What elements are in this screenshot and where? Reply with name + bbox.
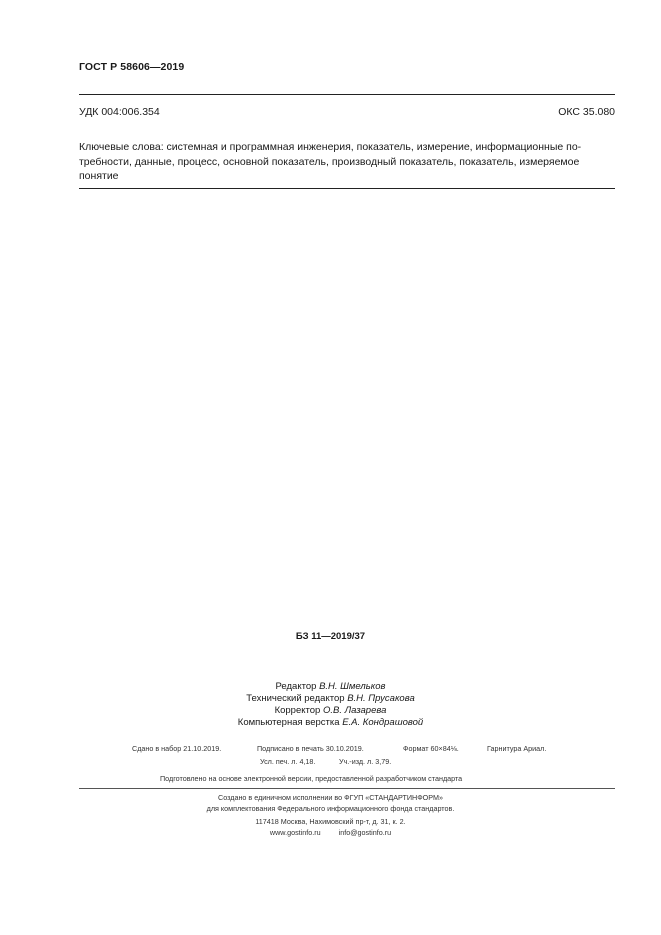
created-line: Создано в единичном исполнении во ФГУП «СТАНДАРТИНФОРМ» (218, 793, 443, 802)
tech-editor-line (0, 693, 661, 704)
keywords-line: понятие (79, 170, 119, 182)
tech-editor-name: В.Н. Прусакова (347, 693, 415, 704)
bz-number: БЗ 11—2019/37 (295, 631, 366, 642)
corrector-role: Корректор (274, 705, 321, 716)
email-link[interactable]: info@gostinfo.ru (338, 828, 392, 837)
keywords-paragraph (79, 140, 617, 184)
website-link[interactable]: www.gostinfo.ru (269, 828, 321, 837)
keywords-line: требности, данные, процесс, основной показатель, производный показатель, показатель, измеряемое (79, 155, 580, 168)
prepared-note: Подготовлено на основе электронной версии, предоставленной разработчиком стандарта (160, 774, 463, 783)
submitted-date: Сдано в набор 21.10.2019. (132, 744, 222, 753)
header-divider (79, 94, 615, 95)
signed-date: Подписано в печать 30.10.2019. (257, 744, 364, 753)
layout-line (0, 717, 661, 728)
footer-divider (79, 788, 615, 789)
editor-role: Редактор (275, 681, 317, 692)
print-sheets: Усл. печ. л. 4,18. (260, 757, 316, 766)
layout-role: Компьютерная верстка (237, 717, 340, 728)
publisher-address: 117418 Москва, Нахимовский пр-т, д. 31, к. 2. (255, 817, 406, 826)
oks-code: ОКС 35.080 (558, 106, 615, 118)
created-line: для комплектования Федерального информационного фонда стандартов. (206, 804, 455, 813)
publishing-sheets: Уч.-изд. л. 3,79. (339, 757, 392, 766)
tech-editor-role: Технический редактор (246, 693, 345, 704)
layout-name: Е.А. Кондрашовой (342, 717, 424, 728)
paper-format: Формат 60×84⅛. (403, 744, 459, 753)
contacts-line (0, 828, 661, 837)
typeface: Гарнитура Ариал. (487, 744, 547, 753)
corrector-line (0, 705, 661, 716)
editor-line (0, 681, 661, 692)
corrector-name: О.В. Лазарева (322, 705, 387, 716)
standard-code: ГОСТ Р 58606—2019 (79, 61, 185, 73)
keywords-line: Ключевые слова: системная и программная инженерия, показатель, измерение, информационные по- (79, 141, 582, 153)
udk-code: УДК 004:006.354 (79, 106, 160, 118)
keywords-divider (79, 188, 615, 189)
editor-name: В.Н. Шмельков (319, 681, 386, 692)
